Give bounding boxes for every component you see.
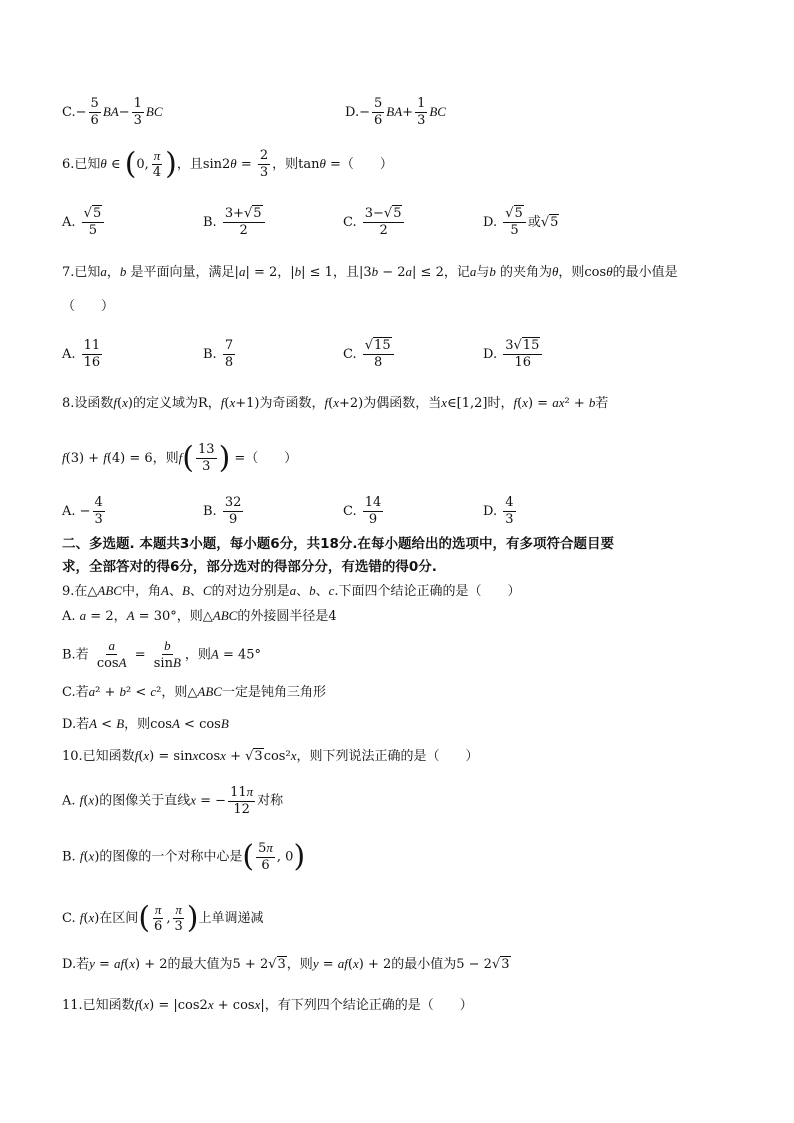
q9-option-b: B.若 $\frac{a}{\cos A}$ = $\frac{b}{\sin B}$ ，则A = 45° [62,638,262,671]
q6-option-c: C. $\frac{3-√5}{2}$ [343,206,406,239]
q8-stem-line1: 8.设函数f(x)的定义域为R，f(x+1)为奇函数，f(x+2)为偶函数，当x∈[1,2]时，f(x) = ax² + b若 [62,395,609,411]
q9-stem: 9.在△ABC中，角A、B、C的对边分别是a、b、c.下面四个结论正确的是（ ） [62,583,521,599]
q8-option-b: B. $\frac{32}{9}$ [203,495,242,527]
section2-heading-line2: 求，全部答对的得6分，部分选对的得部分分，有选错的得0分. [62,559,437,575]
q9-option-c: C.若a² + b² < c²，则△ABC一定是钝角三角形 [62,684,326,700]
q8-option-a: A. − $\frac{4}{3}$ [62,495,103,527]
q8-option-c: C. $\frac{14}{9}$ [343,495,382,527]
q6-stem: 6.已知θ ∈ (0, $\frac{\pi}{4}$ )，且sin2θ = $\frac{2}{3}$ ，则tanθ =（ ） [62,146,393,182]
q6-option-d: D. $\frac{√5}{5}$ 或√5 [483,206,559,238]
q10-option-b: B. f(x)的图像的一个对称中心是( $\frac{5\pi}{6}$ , 0) [62,839,306,874]
q6-option-a: A. $\frac{√5}{5}$ [62,206,106,239]
q5-option-d: D.− $\frac{5}{6}$ BA+ $\frac{1}{3}$ BC [345,96,446,128]
q5-option-c: C.− $\frac{5}{6}$ BA− $\frac{1}{3}$ BC [62,96,163,128]
section2-heading-line1: 二、多选题. 本题共3小题，每小题6分，共18分.在每小题给出的选项中，有多项符合题目要 [62,536,615,552]
q8-stem-line2: f(3) + f(4) = 6，则f( $\frac{13}{3}$ ) =（ ） [62,440,298,476]
q9-option-a: A. a = 2，A = 30°，则△ABC的外接圆半径是4 [62,608,337,624]
q7-option-b: B. $\frac{7}{8}$ [203,338,234,370]
q9-option-d: D.若A < B，则cosA < cosB [62,716,229,732]
q11-stem: 11.已知函数f(x) = |cos2x + cosx|，有下列四个结论正确的是（ ） [62,997,473,1013]
q6-option-b: B. $\frac{3+√5}{2}$ [203,206,267,239]
q7-option-a: A. $\frac{11}{16}$ [62,338,101,370]
q7-paren: （ ） [62,299,115,314]
q7-option-c: C. $\frac{√15}{8}$ [343,338,396,371]
q10-option-c: C. f(x)在区间( $\frac{\pi}{6}$ , $\frac{\pi}{3}$ )上单调递减 [62,900,264,936]
q7-stem: 7.已知a，b 是平面向量，满足|a| = 2，|b| ≤ 1，且|3b − 2a| ≤ 2，记a与b 的夹角为θ，则cosθ的最小值是 [62,264,678,280]
q7-option-d: D. $\frac{3√15}{16}$ [483,338,544,371]
q10-option-a: A. f(x)的图像关于直线x = − $\frac{11\pi}{12}$ 对称 [62,784,284,817]
q10-option-d: D.若y = af(x) + 2的最大值为5 + 2√3，则y = af(x) + 2的最小值为5 − 2√3 [62,956,510,972]
q10-stem: 10.已知函数f(x) = sinxcosx + √3cos²x，则下列说法正确的是（ ） [62,748,479,764]
q8-option-d: D. $\frac{4}{3}$ [483,495,514,527]
